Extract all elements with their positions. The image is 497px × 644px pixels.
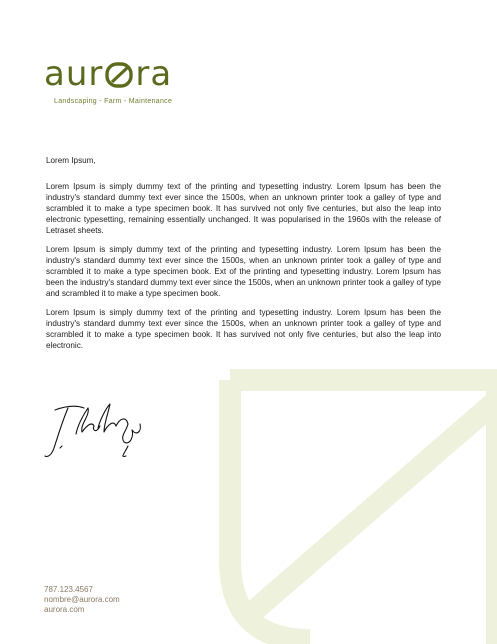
contact-website: aurora.com	[44, 605, 85, 614]
logo-text-end: ra	[135, 54, 173, 94]
salutation: Lorem Ipsum,	[46, 156, 96, 165]
leaf-icon	[104, 59, 134, 89]
logo-text-start: aur	[44, 54, 104, 94]
paragraph-3: Lorem Ipsum is simply dummy text of the printing and typesetting industry. Lorem Ipsum has been the industry's standard dummy text ever since the 1500s, when an unknown printer took a galley of type and scrambled it to make a type specimen book. It has survived not only five centuries, but also the leap into electronic.	[46, 308, 441, 350]
contact-info	[44, 585, 120, 615]
contact-phone: 787.123.4567	[44, 585, 93, 594]
tagline: Landscaping - Farm - Maintenance	[54, 98, 173, 105]
paragraph-1: Lorem Ipsum is simply dummy text of the printing and typesetting industry. Lorem Ipsum has been the industry's standard dummy text ever since the 1500s, when an unknown printer took a galley of type and scrambled it to make a type specimen book. It has survived not only five centuries, but also the leap into electronic typesetting, remaining essentially unchanged. It was popularised in the 1960s with the release of Letraset sheets.	[46, 182, 441, 235]
signature	[40, 396, 150, 466]
logo	[44, 54, 172, 94]
contact-email: nombre@aurora.com	[44, 595, 120, 604]
letter-body	[46, 155, 441, 359]
paragraph-2: Lorem Ipsum is simply dummy text of the printing and typesetting industry. Lorem Ipsum has been the industry's standard dummy text ever since the 1500s, when an unknown printer took a galley of type and scrambled it to make a type specimen book. Ext of the printing and typesetting industry. Lorem Ipsum has been the industry's standard dummy text ever since the 1500s, when an unknown printer took a galley of type and scrambled it to make a type specimen book.	[46, 245, 441, 298]
logo-wordmark	[44, 54, 172, 94]
